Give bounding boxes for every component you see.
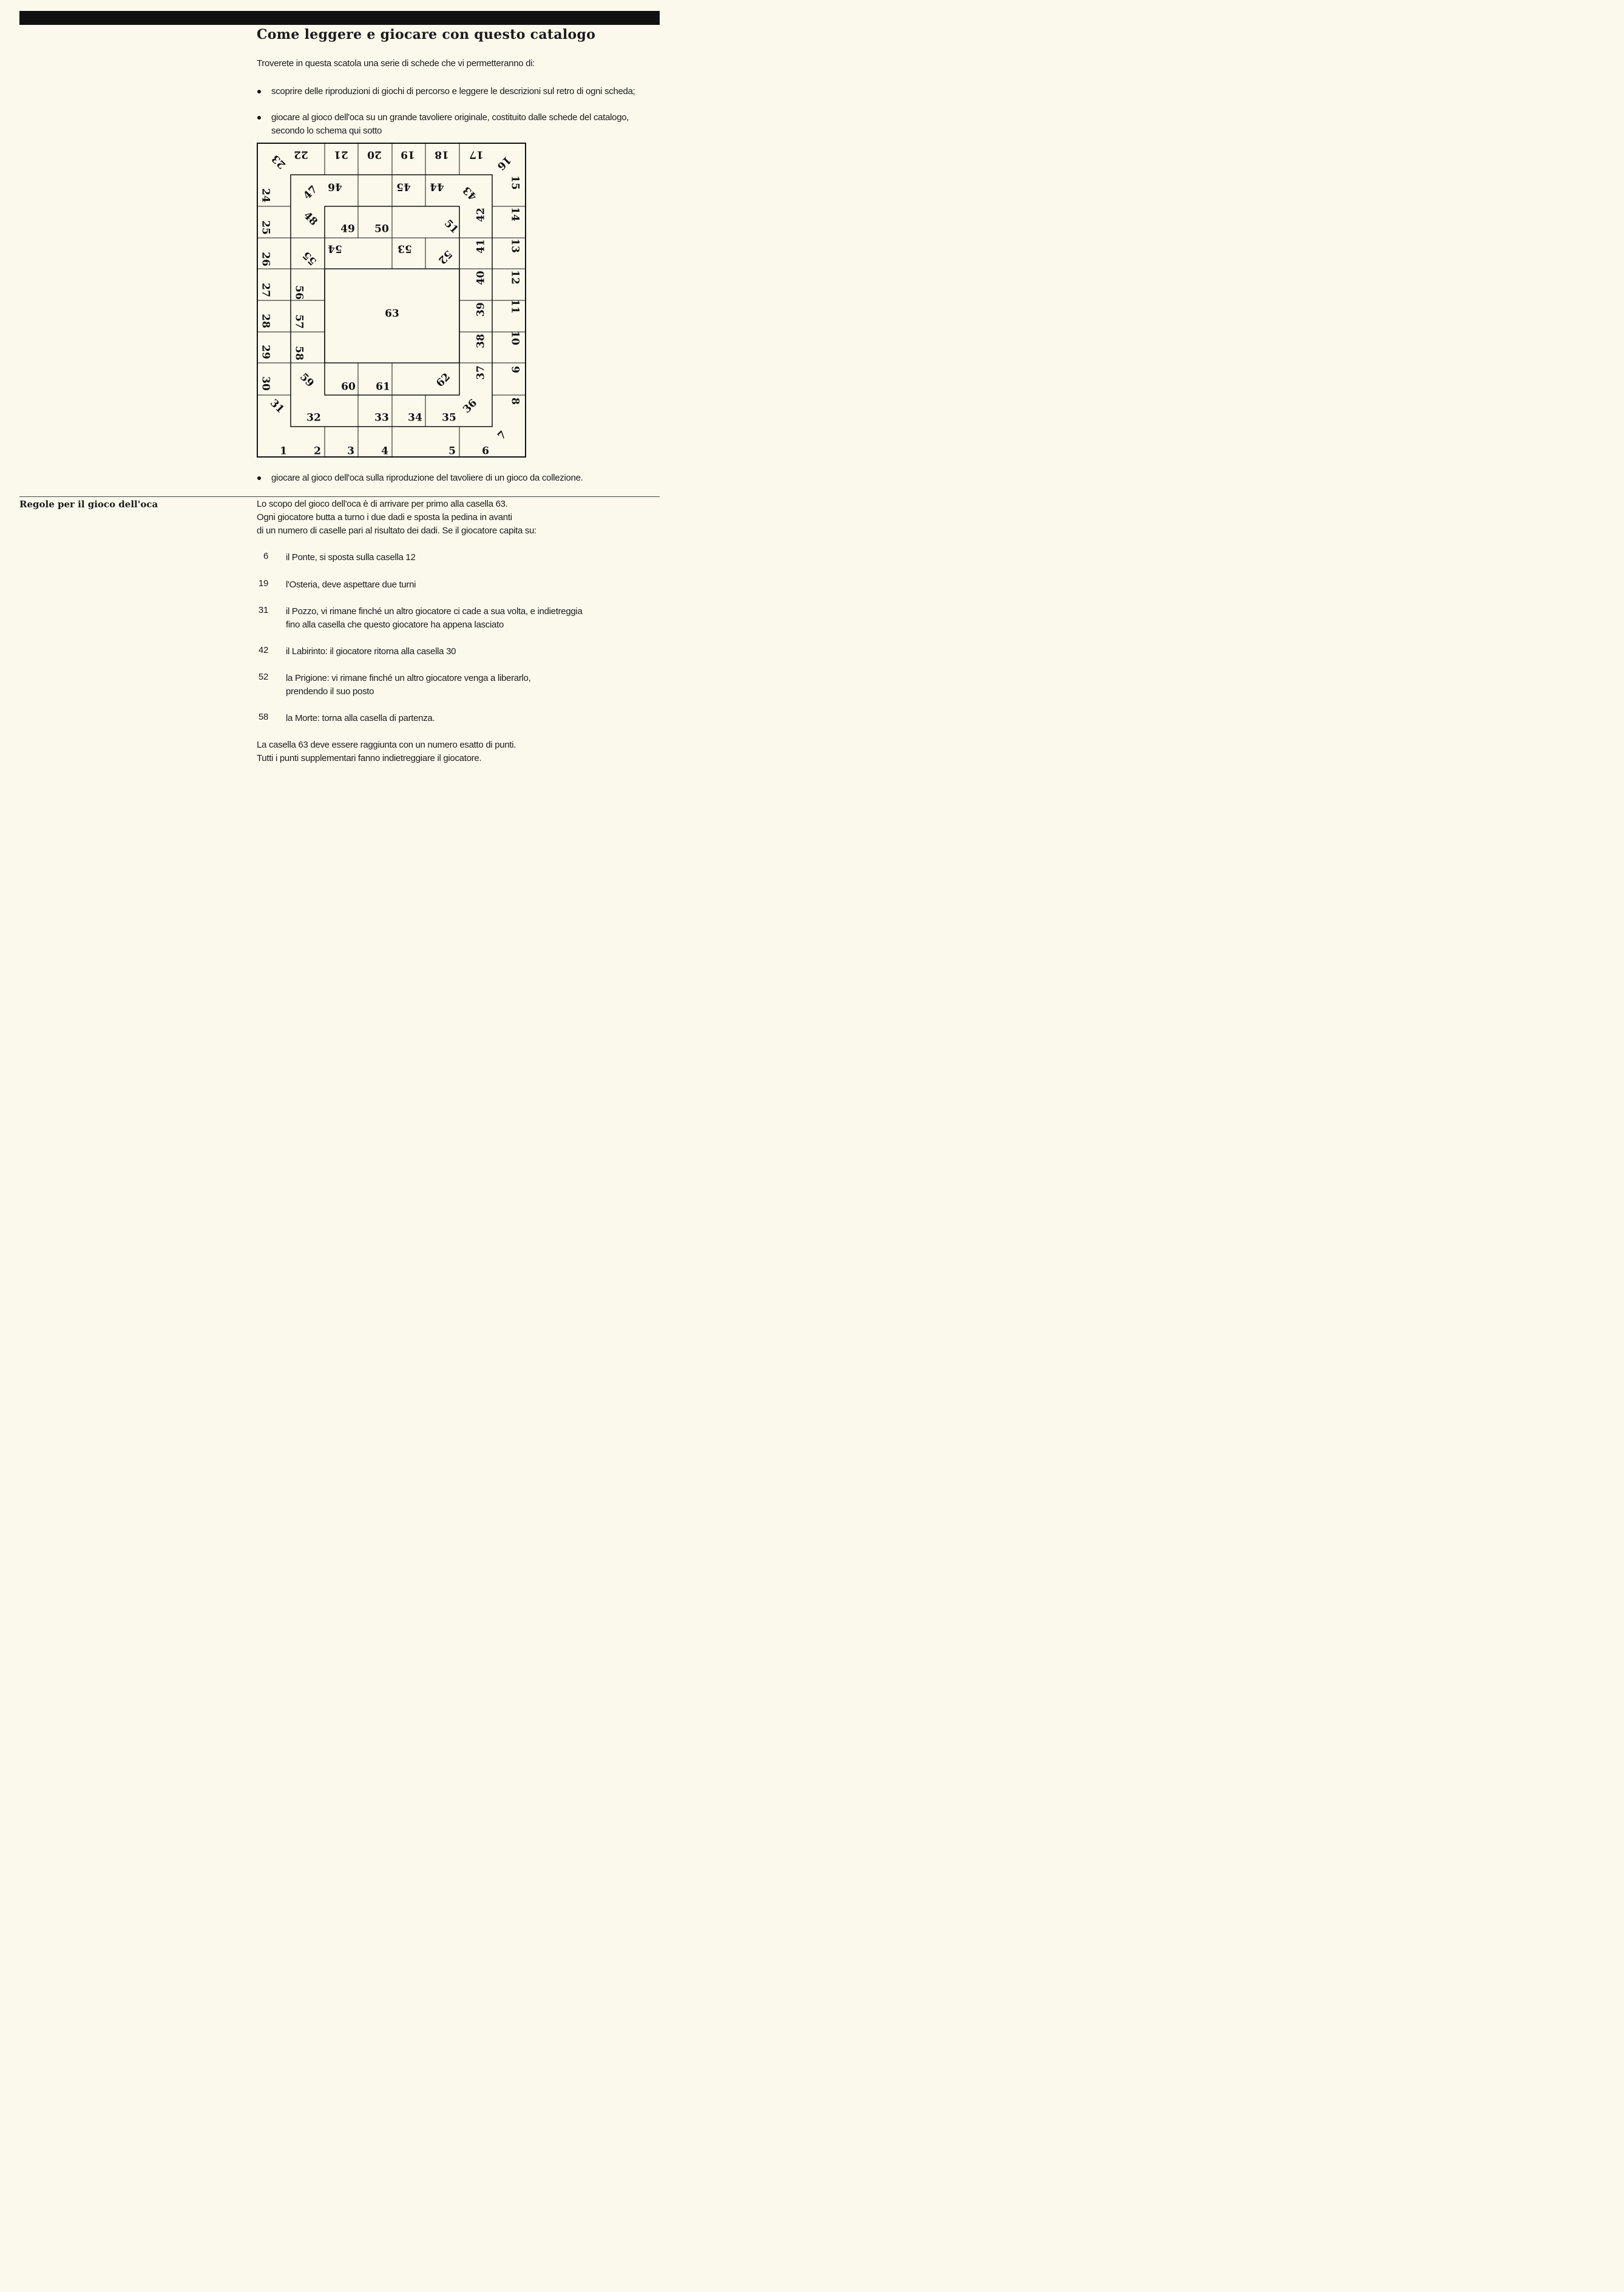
board-cell-20: 20 [367,148,382,161]
rule-text: prendendo il suo posto [286,686,374,697]
board-cell-48: 48 [300,209,320,229]
board-cell-39: 39 [475,302,487,317]
board-cell-24: 24 [259,188,272,203]
board-cell-17: 17 [469,148,484,161]
board-cell-59: 59 [297,371,316,390]
intro-text: Troverete in questa scatola una serie di schede che vi permetteranno di: [257,58,535,69]
rules-intro-line: di un numero di caselle pari al risultato dei dadi. Se il giocatore capita su: [257,526,537,536]
board-cell-45: 45 [396,180,411,193]
board-cell-53: 53 [398,242,412,255]
board-cell-34: 34 [408,411,422,424]
board-cell-32: 32 [306,411,321,424]
rule-text: la Prigione: vi rimane finché un altro giocatore venga a liberarlo, [286,673,531,683]
bullet-2-text: giocare al gioco dell'oca su un grande tavoliere originale, costituito dalle schede del catalogo, [271,112,629,123]
board-cell-15: 15 [509,175,521,190]
bullet-2-text-cont: secondo lo schema qui sotto [271,126,382,136]
board-cell-25: 25 [259,220,272,235]
board-cell-49: 49 [340,223,355,235]
rules-intro-line: Lo scopo del gioco dell'oca è di arrivare per primo alla casella 63. [257,499,508,509]
board-cell-19: 19 [401,148,415,161]
rules-heading: Regole per il gioco dell'oca [19,499,158,510]
board-cell-29: 29 [259,345,272,359]
rule-number: 6 [263,551,268,561]
board-cell-6: 6 [482,445,489,458]
board-cell-8: 8 [509,397,521,405]
board-cell-54: 54 [328,242,342,255]
section-divider [19,496,660,497]
board-cell-5: 5 [448,445,456,458]
board-cell-52: 52 [435,247,455,266]
board-grid [257,143,526,457]
rule-number: 52 [258,672,268,682]
board-cell-12: 12 [509,270,521,285]
rule-number: 42 [258,645,268,655]
board-cell-62: 62 [434,371,453,390]
board-cell-37: 37 [475,365,487,380]
board-cell-43: 43 [461,183,480,203]
board-cell-18: 18 [435,148,449,161]
board-cell-44: 44 [430,180,444,193]
rules-closing-line: La casella 63 deve essere raggiunta con un numero esatto di punti. [257,740,516,750]
board-cell-58: 58 [293,346,305,360]
board-cell-41: 41 [475,239,487,254]
rule-number: 58 [258,712,268,722]
board-cell-31: 31 [267,397,286,416]
rule-text: fino alla casella che questo giocatore ha appena lasciato [286,620,504,630]
board-cell-56: 56 [293,285,305,300]
board-cell-22: 22 [294,148,308,161]
board-cell-1: 1 [280,445,287,458]
bullet-1-text: scoprire delle riproduzioni di giochi di percorso e leggere le descrizioni sul retro di ogni scheda; [271,86,635,96]
rule-text: la Morte: torna alla casella di partenza. [286,713,435,723]
rule-number: 19 [258,578,268,589]
board-cell-47: 47 [301,183,320,203]
board-cell-3: 3 [347,445,354,458]
board-cell-13: 13 [509,238,521,253]
board-cell-9: 9 [509,366,521,373]
rules-closing-line: Tutti i punti supplementari fanno indietreggiare il giocatore. [257,753,482,763]
board-cell-55: 55 [300,248,320,268]
board-cell-40: 40 [475,271,487,285]
board-cell-51: 51 [441,217,461,237]
board-cell-27: 27 [259,283,272,297]
board-cell-33: 33 [374,411,389,424]
board-cell-14: 14 [509,207,521,221]
board-cell-2: 2 [314,445,321,458]
rule-text: l'Osteria, deve aspettare due turni [286,580,416,590]
board-cell-46: 46 [328,180,342,193]
game-board [0,0,675,485]
rule-text: il Ponte, si sposta sulla casella 12 [286,552,416,563]
board-cell-50: 50 [374,223,389,235]
board-cell-4: 4 [381,445,388,458]
board-cell-10: 10 [509,331,521,345]
board-cell-numbers [260,149,521,458]
bullet-3-text: giocare al gioco dell'oca sulla riproduzione del tavoliere di un gioco da collezione. [271,473,583,483]
board-cell-63: 63 [385,308,399,320]
board-cell-60: 60 [341,380,356,393]
board-cell-61: 61 [376,380,390,393]
rules-intro-line: Ogni giocatore butta a turno i due dadi e sposta la pedina in avanti [257,512,512,522]
rule-number: 31 [258,605,268,615]
board-cell-42: 42 [475,208,487,222]
board-cell-7: 7 [495,428,509,442]
board-cell-28: 28 [259,314,272,328]
board-cell-57: 57 [293,314,305,329]
board-cell-30: 30 [259,376,272,391]
board-cell-38: 38 [475,334,487,348]
page-title: Come leggere e giocare con questo catalogo [257,27,596,42]
board-cell-36: 36 [461,397,480,416]
board-cell-35: 35 [442,411,456,424]
board-cell-16: 16 [494,153,513,172]
bullet-icon [257,476,261,480]
board-cell-23: 23 [269,152,289,171]
board-cell-11: 11 [509,299,521,314]
board-cell-26: 26 [259,252,272,266]
rule-text: il Labirinto: il giocatore ritorna alla casella 30 [286,646,456,657]
board-cell-21: 21 [334,148,348,161]
rule-text: il Pozzo, vi rimane finché un altro giocatore ci cade a sua volta, e indietreggia [286,606,583,617]
